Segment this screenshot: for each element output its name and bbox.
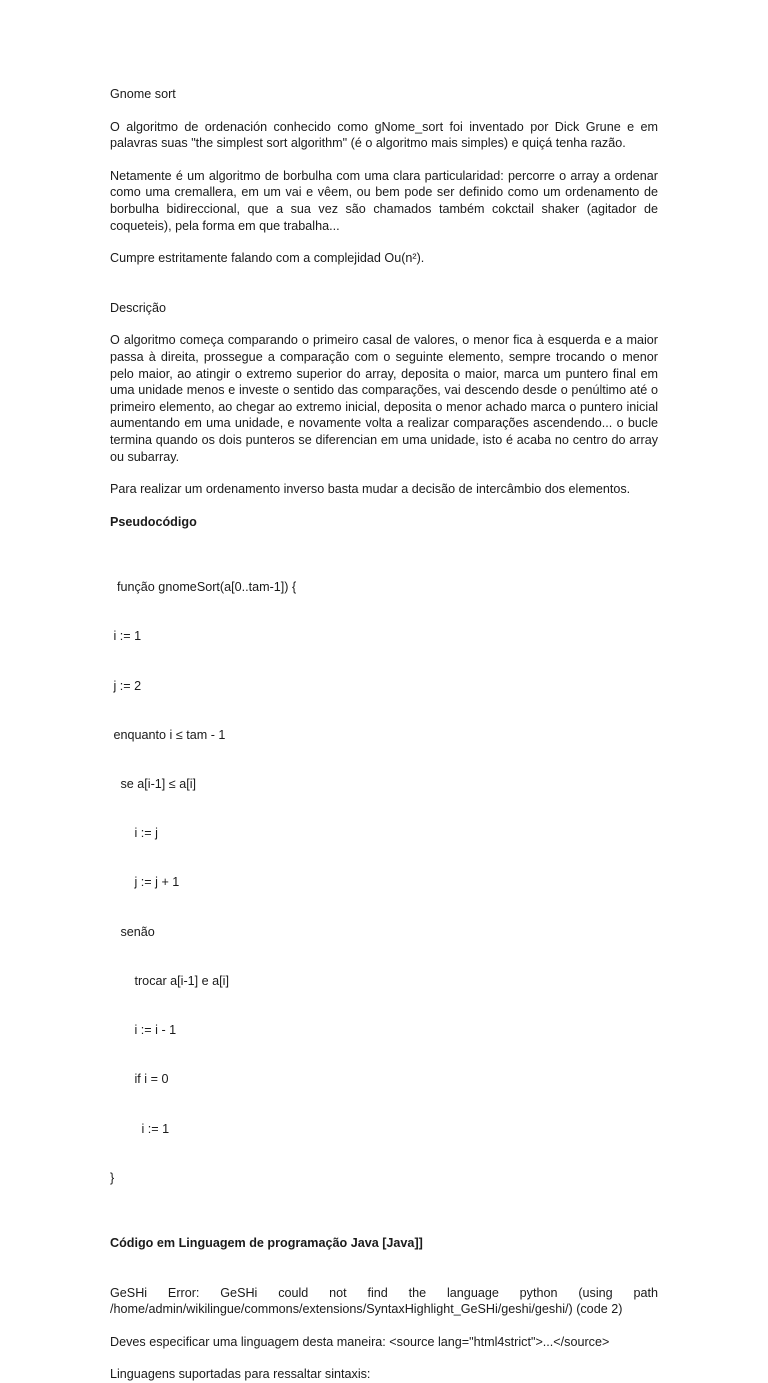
specify-language-message: Deves especificar uma linguagem desta maneira: <source lang="html4strict">...</source> — [110, 1334, 610, 1349]
code-line: i := i - 1 — [110, 1023, 177, 1038]
pseudocode-block — [110, 546, 658, 1219]
code-line: if i = 0 — [110, 1072, 169, 1087]
bubble-description-paragraph: Netamente é um algoritmo de borbulha com uma clara particularidad: percorre o array a ordenar como uma cremallera, em um vai e vêem, ou bem pode ser definido como um ordenamento de borbulha bidireccional, que a sua vez são chamados também cokctail shaker (agitador de coqueteis), pela forma em que trabalha... — [110, 168, 658, 233]
inverse-order-paragraph: Para realizar um ordenamento inverso basta mudar a decisão de intercâmbio dos elementos. — [110, 482, 631, 497]
code-line: função gnomeSort(a[0..tam-1]) { — [110, 580, 297, 595]
spacer — [110, 1318, 658, 1334]
spacer — [110, 267, 658, 300]
spacer — [110, 316, 658, 332]
code-line: se a[i-1] ≤ a[i] — [110, 776, 197, 791]
document-page — [110, 86, 658, 1383]
spacer — [110, 1219, 658, 1235]
section-heading-descricao: Descrição — [110, 300, 166, 315]
intro-paragraph: O algoritmo de ordenación conhecido como gNome_sort foi inventado por Dick Grune e em palavras suas "the simplest sort algorithm" (é o algoritmo mais simples) e quiçá tenha razão. — [110, 119, 658, 151]
geshi-error-message: GeSHi Error: GeSHi could not find the language python (using path /home/admin/wikilingue/commons/extensions/SyntaxHighlight_GeSHi/geshi/geshi/) (code 2) — [110, 1285, 658, 1317]
spacer — [110, 465, 658, 481]
code-line: trocar a[i-1] e a[i] — [110, 973, 229, 988]
descricao-paragraph: O algoritmo começa comparando o primeiro casal de valores, o menor fica à esquerda e a maior passa à direita, prossegue a comparação com o seguinte elemento, sempre trocando o menor pelo maior, ao atingir o extremo superior do array, deposita o maior, marca um puntero final em uma unidade menos e investe o sentido das comparações, vai descendo desde o penúltimo até o primeiro elemento, ao chegar ao extremo inicial, deposita o menor achado marca o puntero inicial aumentando em uma unidade, e novamente volta a realizar comparações ascendendo... o bucle termina quando os dois punteros se diferencian em uma unidade, isto é acaba no centro do array ou subarray. — [110, 333, 658, 464]
spacer — [110, 1350, 658, 1366]
spacer — [110, 103, 658, 119]
code-line: enquanto i ≤ tam - 1 — [110, 727, 226, 742]
code-line: senão — [110, 924, 155, 939]
document-title: Gnome sort — [110, 87, 176, 101]
code-line: i := j — [110, 826, 158, 841]
spacer — [110, 530, 658, 546]
code-line: j := 2 — [110, 678, 142, 693]
complexity-paragraph: Cumpre estritamente falando com a complejidad Ou(n²). — [110, 251, 425, 266]
section-heading-pseudocodigo: Pseudocódigo — [110, 514, 197, 529]
supported-languages-label: Linguagens suportadas para ressaltar sintaxis: — [110, 1367, 371, 1382]
spacer — [110, 1252, 658, 1285]
spacer — [110, 234, 658, 250]
code-line: i := 1 — [110, 1121, 170, 1136]
code-line: j := j + 1 — [110, 875, 180, 890]
code-line: } — [110, 1170, 115, 1185]
spacer — [110, 498, 658, 514]
spacer — [110, 152, 658, 168]
section-heading-java: Código em Linguagem de programação Java [Java]] — [110, 1235, 423, 1250]
code-line: i := 1 — [110, 629, 142, 644]
